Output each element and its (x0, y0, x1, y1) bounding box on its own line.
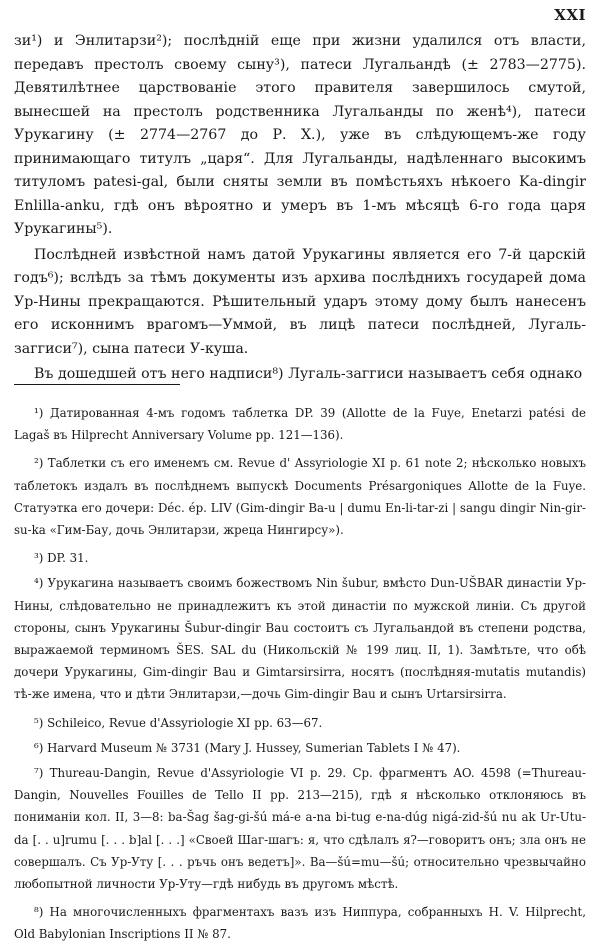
body-paragraph: Послѣдней извѣстной намъ датой Урукагины является его 7-й царскій годъ⁶); вслѣдъ за тѣмъ документы изъ архива послѣднихъ государей дома Ур-Нины прекращаются. Рѣшительный ударъ этому дому былъ нанесенъ его исконнимъ врагомъ—Уммой, въ лицѣ патеси послѣдней, Лугаль-заггиси⁷), сына патеси У-куша. (14, 246, 586, 357)
body-paragraph: Въ дошедшей отъ него надписи⁸) Лугаль-заггиси называетъ себя однако (34, 366, 583, 382)
footnotes (14, 402, 586, 949)
footnote: ⁷) Thureau-Dangin, Revue d'Assyriologie VI p. 29. Ср. фрагментъ AO. 4598 (=Thureau-Dangin, Nouvelles Fouilles de Tello II pp. 213—215), гдѣ я нѣсколько отклоняюсь въ пониманіи кол. II, 3—8: ba-Šag šag-gi-šú má-e a-na bi-tug e-na-dúg nigá-zid-šú nu ak Ur-Utu-da [. . u]rumu [. . . b]al [. . .] «Своей Шаг-шагъ: я, что сдѣлалъ я?—говоритъ онъ; зла онъ не совершалъ. Съ Ур-Уту [. . . ръчь онъ ведетъ]». Ba—šú=mu—šú; относительно чрезвычайно любопытной личности Ур-Уту—гдѣ нибудь въ другомъ мѣстѣ. (14, 766, 586, 892)
footnote: ³) DP. 31. (34, 551, 89, 566)
footnote: ⁴) Урукагина называетъ своимъ божествомъ Nin šubur, вмѣсто Dun-UŠBAR династіи Ур-Нины, слѣдовательно не принадлежитъ къ этой династіи по мужской линіи. Съ другой стороны, сынъ Урукагины Šubur-dingir Bau состоитъ съ Лугальандой въ степени родства, выражаемой терминомъ ŠES. SAL du (Никольскій № 199 лиц. II, 1). Замѣтьте, что обѣ дочери Урукагины, Gim-dingir Bau и Gimtarsirsirra, носятъ (послѣдняя-mutatis mutandis) тѣ-же имена, что и дѣти Энлитарзи,—дочь Gim-dingir Bau и сынъ Urtarsirsirra. (14, 576, 586, 702)
footnote: ⁵) Schileico, Revue d'Assyriologie XI pp. 63—67. (34, 715, 323, 730)
page-number: XXI (554, 6, 586, 24)
footnote-divider (14, 384, 180, 385)
footnote: ¹) Датированная 4-мъ годомъ таблетка DP. 39 (Allotte de la Fuye, Enetarzi patési de Lagaš въ Hilprecht Anniversary Volume pp. 121—136). (14, 406, 586, 443)
body-paragraph: зи¹) и Энлитарзи²); послѣдній еще при жизни удалился отъ власти, передавъ престолъ своему сыну³), патеси Лугальандѣ (± 2783—2775). Девятилѣтнее царствованіе этого правителя завершилось смутой, вынесшей на престолъ родственника Лугальанды по женѣ⁴), патеси Урукагину (± 2774—2767 до Р. Х.), уже въ слѣдующемъ-же году принимающаго титулъ „царя“. Для Лугальанды, надѣленнаго высокимъ титуломъ patesi-gal, были сняты земли въ помѣстьяхъ нѣкоего Ka-dingir Enlilla-anku, гдѣ онъ вѣроятно и умеръ въ 1-мъ мѣсяцѣ 6-го года царя Урукагины⁵). (14, 33, 586, 237)
footnote: ⁸) На многочисленныхъ фрагментахъ вазъ изъ Ниппура, собранныхъ H. V. Hilprecht, Old Babylonian Inscriptions II № 87. (14, 905, 586, 942)
footnote: ⁶) Harvard Museum № 3731 (Mary J. Hussey, Sumerian Tablets I № 47). (34, 740, 461, 755)
main-text (14, 30, 586, 387)
footnote: ²) Таблетки съ его именемъ см. Revue d' Assyriologie XI p. 61 note 2; нѣсколько новыхъ таблетокъ издалъ въ послѣднемъ выпускѣ Documents Présargoniques Allotte de la Fuye. Статуэтка его дочери: Déc. ép. LIV (Gim-dingir Ba-u | dumu En-li-tar-zi | sangu dingir Nin-gir-su-ka «Гим-Бау, дочь Энлитарзи, жреца Нингирсу»). (14, 456, 586, 538)
